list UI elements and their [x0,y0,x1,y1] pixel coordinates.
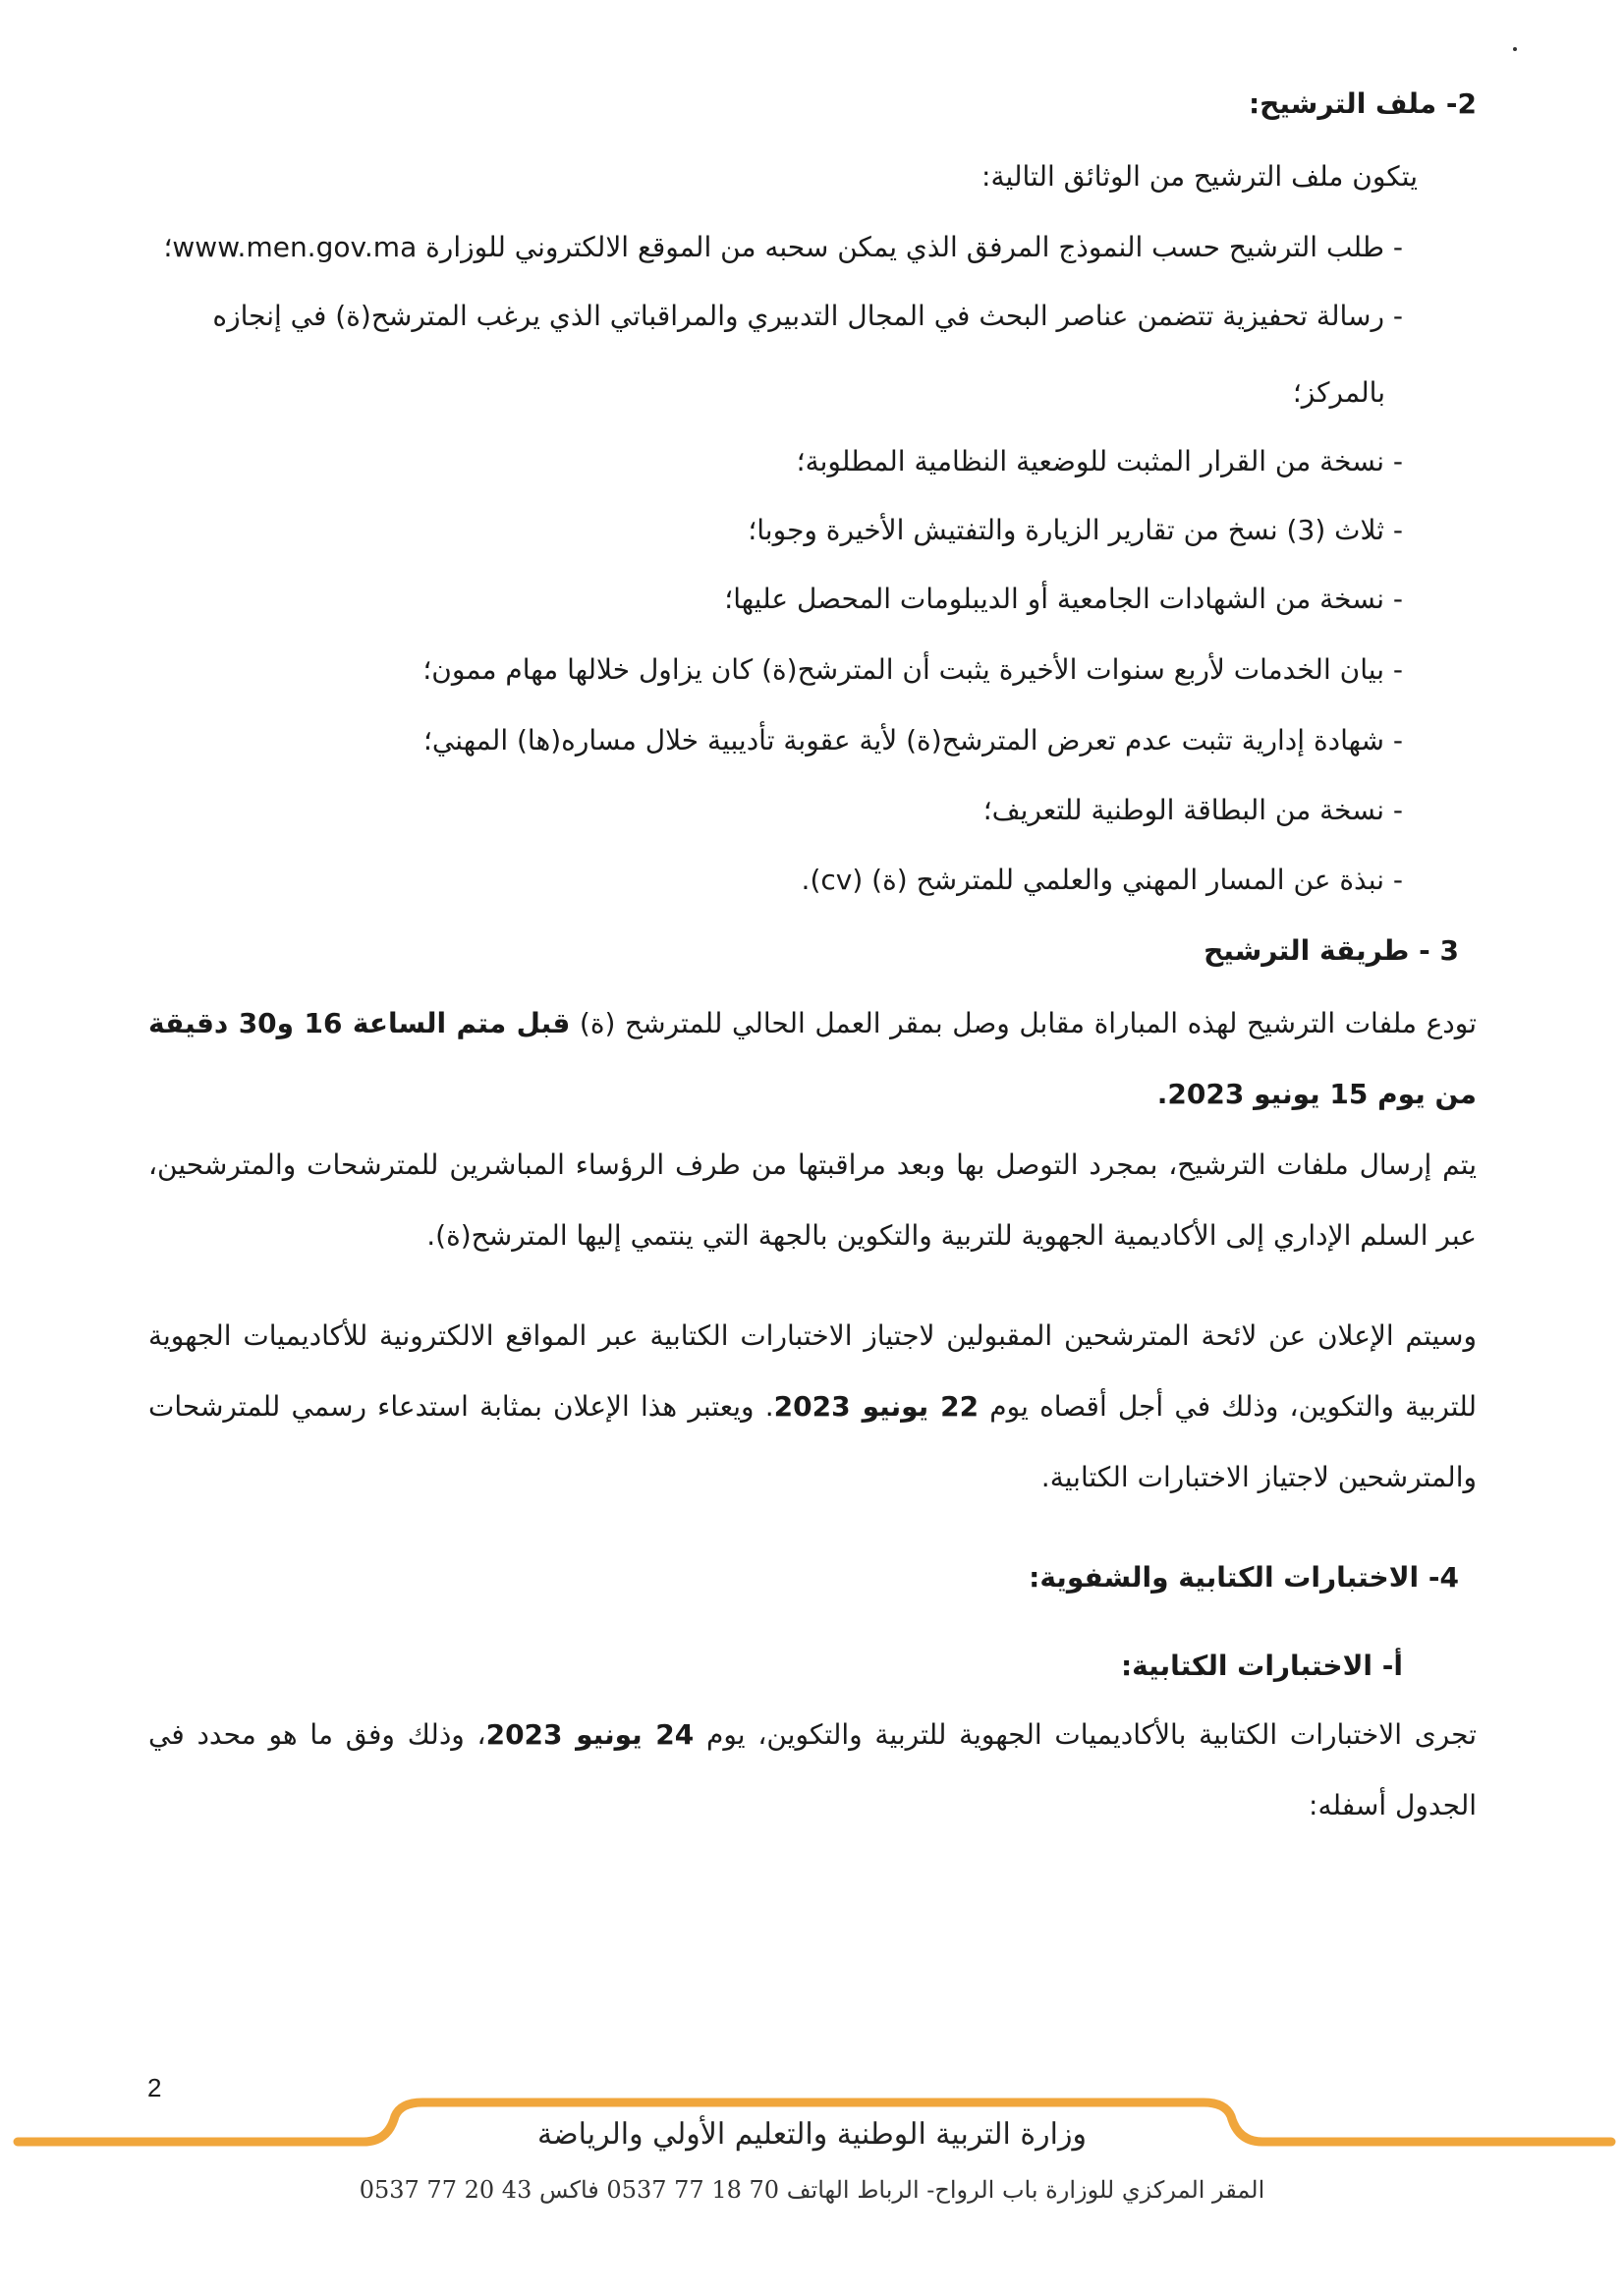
list-item-cv: - نبذة عن المسار المهني والعلمي للمترشح (ة) (cv). [801,864,1403,896]
section-2-intro: يتكون ملف الترشيح من الوثائق التالية: [981,160,1418,193]
scan-dot [1513,47,1517,51]
list-item-inspection-reports: - ثلاث (3) نسخ من تقارير الزيارة والتفتيش الأخيرة وجوبا؛ [748,514,1403,546]
section-4-paragraph [148,1700,1477,1841]
section-4-heading: 4- الاختبارات الكتابية والشفوية: [1029,1561,1459,1594]
section-3-paragraph-2: يتم إرسال ملفات الترشيح، بمجرد التوصل بها وبعد مراقبتها من طرف الرؤساء المباشرين للمترشحات والمترشحين، عبر السلم الإداري إلى الأكاديمية الجهوية للتربية والتكوين بالجهة التي ينتمي إليها المترشح(ة). [148,1148,1477,1252]
section-4-date: 24 يونيو 2023 [485,1718,695,1751]
list-item-diplomas: - نسخة من الشهادات الجامعية أو الديبلومات المحصل عليها؛ [724,583,1403,615]
paragraph-3-text-a: وسيتم الإعلان عن لائحة المترشحين المقبولين لاجتياز الاختبارات الكتابية عبر المواقع الالكترونية للأكاديميات الجهوية للتربية والتكوين، وذلك في أجل أقصاه يوم [148,1319,1478,1423]
list-item-admin-certificate: - شهادة إدارية تثبت عدم تعرض المترشح(ة) لأية عقوبة تأديبية خلال مساره(ها) المهني؛ [423,724,1403,756]
list-item-request-form: - طلب الترشيح حسب النموذج المرفق الذي يمكن سحبه من الموقع الالكتروني للوزارة www.men.gov.ma؛ [163,231,1403,263]
list-item-status-decision: - نسخة من القرار المثبت للوضعية النظامية المطلوبة؛ [796,445,1403,477]
section-2-heading: 2- ملف الترشيح: [1248,87,1477,120]
footer-ministry-name: وزارة التربية الوطنية والتعليم الأولي والرياضة [537,2117,1087,2152]
paragraph-1-text: تودع ملفات الترشيح لهذه المباراة مقابل وصل بمقر العمل الحالي للمترشح (ة) [570,1007,1478,1039]
list-item-motivation-letter: - رسالة تحفيزية تتضمن عناصر البحث في المجال التدبيري والمراقباتي الذي يرغب المترشح(ة) في إنجازه [212,300,1403,332]
section-4-text-a: تجرى الاختبارات الكتابية بالأكاديميات الجهوية للتربية والتكوين، يوم [694,1718,1477,1751]
page-number: 2 [147,2073,162,2102]
paragraph-3-text-b: . ويعتبر هذا الإعلان بمثابة استدعاء رسمي للمترشحات والمترشحين لاجتياز الاختبارات الكتابية. [148,1390,1477,1493]
paragraph-3-date: 22 يونيو 2023 [773,1390,980,1423]
list-item-motivation-letter-cont: بالمركز؛ [1292,376,1385,409]
paragraph-1-deadline: قبل متم الساعة 16 و30 دقيقة من يوم 15 يونيو 2023. [148,1007,1477,1110]
section-3-paragraph-1 [148,988,1477,1130]
section-4-sub-heading: أ- الاختبارات الكتابية: [1120,1650,1403,1682]
section-3-heading: 3 - طريقة الترشيح [1204,934,1459,967]
list-item-national-id: - نسخة من البطاقة الوطنية للتعريف؛ [982,794,1403,826]
section-3-paragraph-3 [148,1301,1477,1513]
section-4-text-b: ، وذلك وفق ما هو محدد في الجدول أسفله: [148,1718,1477,1821]
footer-address: المقر المركزي للوزارة باب الرواح- الرباط الهاتف 70 18 77 0537 فاكس 43 20 77 0537 [359,2176,1265,2204]
list-item-service-statement: - بيان الخدمات لأربع سنوات الأخيرة يثبت أن المترشح(ة) كان يزاول خلالها مهام ممون؛ [422,653,1403,686]
